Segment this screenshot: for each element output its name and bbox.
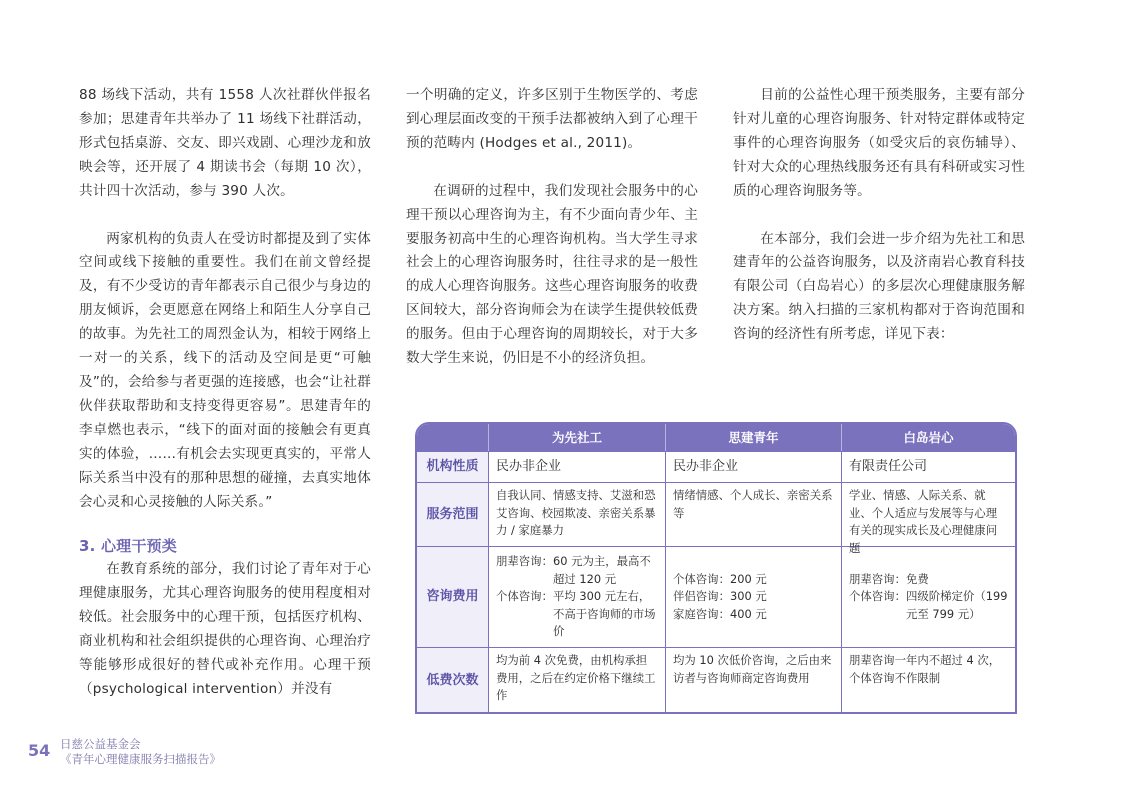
row-header: 低费次数 xyxy=(417,648,488,714)
fee-item xyxy=(673,588,834,606)
footer-report-title: 《青年心理健康服务扫描报告》 xyxy=(60,752,221,766)
comparison-table xyxy=(415,422,1017,714)
table-cell: 均为前 4 次免费，由机构承担费用，之后在约定价格下继续工作 xyxy=(488,648,665,714)
footer-text xyxy=(60,737,221,767)
fee-value: 免费 xyxy=(905,571,929,586)
table-cell: 均为 10 次低价咨询，之后由来访者与咨询师商定咨询费用 xyxy=(665,648,841,714)
fee-item xyxy=(673,571,834,589)
table-row xyxy=(417,482,1015,555)
fee-item xyxy=(849,571,1008,589)
footer-org: 日慈公益基金会 xyxy=(60,737,141,751)
table-cell: 朋辈咨询一年内不超过 4 次，个体咨询不作限制 xyxy=(841,648,1015,714)
fee-key: 伴侣咨询： xyxy=(673,589,730,604)
text-column-2 xyxy=(406,84,698,371)
fee-value: 300 元 xyxy=(729,589,767,604)
fee-key: 朋辈咨询： xyxy=(849,571,906,586)
table-cell xyxy=(665,547,841,647)
table-cell: 民办非企业 xyxy=(665,452,841,482)
fee-key: 朋辈咨询： xyxy=(496,554,553,569)
table-cell: 自我认同、情感支持、艾滋和恐艾咨询、校园欺凌、亲密关系暴力 / 家庭暴力 xyxy=(488,483,665,546)
paragraph: 在本部分，我们会进一步介绍为先社工和思建青年的公益咨询服务，以及济南岩心教育科技有限公司（白岛岩心）的多层次心理健康服务解决方案。纳入扫描的三家机构都对于咨询范围和咨询的经济性有所考虑，详见下表： xyxy=(733,230,1025,343)
text-column-1 xyxy=(79,84,371,702)
paragraph: 88 场线下活动，共有 1558 人次社群伙伴报名参加；思建青年共举办了 11 场线下社群活动，形式包括桌游、交友、即兴戏剧、心理沙龙和放映会等，还开展了 4 期读书会（每期 10 次），共计四十次活动，参与 390 人次。 xyxy=(79,87,371,199)
section-heading: 3. 心理干预类 xyxy=(79,537,177,556)
row-header: 服务范围 xyxy=(417,483,488,546)
paragraph: 两家机构的负责人在受访时都提及到了实体空间或线下接触的重要性。我们在前文曾经提及，有不少受访的青年都表示自己很少与身边的朋友倾诉，会更愿意在网络上和陌生人分享自己的故事。为先社工的周烈金认为，相较于网络上一对一的关系，线下的活动及空间是更“可触及”的，会给参与者更强的连接感，也会“让社群伙伴获取帮助和支持变得更容易”。思建青年的李卓燃也表示，“线下的面对面的接触会有更真实的体验，……有机会去实现更真实的，平常人际关系当中没有的那种思想的碰撞，去真实地体会心灵和心灵接触的人际关系。” xyxy=(79,230,371,510)
table-header-cell: 白岛岩心 xyxy=(841,424,1015,451)
fee-item xyxy=(496,553,658,588)
paragraph: 目前的公益性心理干预类服务，主要有部分针对儿童的心理咨询服务、针对特定群体或特定事件的心理咨询服务（如受灾后的哀伤辅导）、针对大众的心理热线服务还有具有科研或实习性质的心理咨询服务等。 xyxy=(733,87,1025,199)
fee-key: 个体咨询： xyxy=(496,589,553,604)
text-column-3 xyxy=(733,84,1025,347)
table-cell xyxy=(841,547,1015,647)
table-cell: 学业、情感、人际关系、就业、个人适应与发展等与心理有关的现实成长及心理健康问题 xyxy=(841,483,1015,546)
fee-key: 个体咨询： xyxy=(849,589,906,604)
fee-value: 平均 300 元左右，不高于咨询师的市场价 xyxy=(552,589,656,639)
row-header: 机构性质 xyxy=(417,452,488,482)
table-cell: 有限责任公司 xyxy=(841,452,1015,482)
fee-item xyxy=(496,588,658,641)
paragraph: 在调研的过程中，我们发现社会服务中的心理干预以心理咨询为主，有不少面向青少年、主要服务初高中生的心理咨询机构。当大学生寻求社会上的心理咨询服务时，往往寻求的是一般性的成人心理咨询服务。这些心理咨询服务的收费区间较大，部分咨询师会为在读学生提供较低费的服务。但由于心理咨询的周期较长，对于大多数大学生来说，仍旧是不小的经济负担。 xyxy=(406,182,698,367)
row-header: 咨询费用 xyxy=(417,547,488,647)
table-row xyxy=(417,647,1015,714)
fee-value: 200 元 xyxy=(729,571,767,586)
fee-item xyxy=(849,588,1008,623)
table-cell xyxy=(488,547,665,647)
table-header-row xyxy=(417,424,1015,451)
table-header-cell: 思建青年 xyxy=(665,424,841,451)
table-row xyxy=(417,546,1015,647)
fee-value: 60 元为主，最高不超过 120 元 xyxy=(552,554,651,586)
table-cell: 民办非企业 xyxy=(488,452,665,482)
fee-item xyxy=(673,606,834,624)
table-row xyxy=(417,451,1015,482)
fee-key: 家庭咨询： xyxy=(673,606,730,621)
page-number: 54 xyxy=(28,741,51,760)
table-cell: 情绪情感、个人成长、亲密关系等 xyxy=(665,483,841,546)
paragraph: 在教育系统的部分，我们讨论了青年对于心理健康服务，尤其心理咨询服务的使用程度相对较低。社会服务中的心理干预，包括医疗机构、商业机构和社会组织提供的心理咨询、心理治疗等能够形成很好的替代或补充作用。心理干预（psychological intervention）并没有 xyxy=(79,561,371,697)
fee-value: 400 元 xyxy=(729,606,767,621)
paragraph: 一个明确的定义，许多区别于生物医学的、考虑到心理层面改变的干预手法都被纳入到了心理干预的范畴内 (Hodges et al., 2011)。 xyxy=(406,87,698,151)
fee-value: 四级阶梯定价（199 元至 799 元） xyxy=(905,589,1008,621)
fee-key: 个体咨询： xyxy=(673,571,730,586)
table-header-cell: 为先社工 xyxy=(488,424,665,451)
table-header-cell xyxy=(417,424,488,451)
